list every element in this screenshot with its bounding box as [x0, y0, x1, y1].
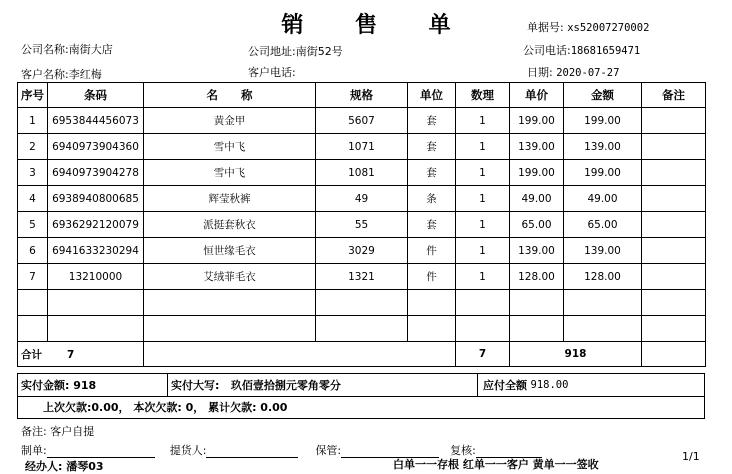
- table-row: [18, 134, 706, 160]
- cell-barcode: 6940973904278: [48, 160, 144, 186]
- cell-name: 雪中飞: [144, 134, 316, 160]
- cell-unit: 件: [408, 264, 456, 290]
- doc-number-label: 单据号:: [527, 21, 564, 34]
- cell-no: 2: [18, 134, 48, 160]
- total-amount: 918: [510, 342, 642, 367]
- remark-value: 客户自提: [50, 425, 95, 438]
- amount-due-label: 应付全额: [483, 379, 527, 392]
- cell-name: 雪中飞: [144, 160, 316, 186]
- total-count: 7: [67, 348, 75, 361]
- cell-amount: 199.00: [564, 160, 642, 186]
- total-qty: 7: [456, 342, 510, 367]
- cell-spec: 55: [316, 212, 408, 238]
- customer-name-label: 客户名称:: [21, 68, 69, 81]
- cell-unit: 套: [408, 134, 456, 160]
- doc-date: [527, 64, 619, 80]
- customer-name: [21, 66, 102, 82]
- company-name-label: 公司名称:: [21, 43, 69, 56]
- sales-table: [17, 82, 706, 367]
- cell-name: 黄金甲: [144, 108, 316, 134]
- customer-phone: [248, 64, 296, 80]
- cell-amount: 139.00: [564, 134, 642, 160]
- cell-spec: 1071: [316, 134, 408, 160]
- col-header-note: 备注: [642, 83, 706, 108]
- cell-spec: 49: [316, 186, 408, 212]
- cell-amount: 139.00: [564, 238, 642, 264]
- cell-qty: 1: [456, 238, 510, 264]
- cell-barcode: 13210000: [48, 264, 144, 290]
- paid-amount-label: 实付金额:: [21, 379, 70, 392]
- cell-price: 49.00: [510, 186, 564, 212]
- cell-no: 5: [18, 212, 48, 238]
- cell-price: 199.00: [510, 108, 564, 134]
- cell-unit: 套: [408, 212, 456, 238]
- cell-price: 139.00: [510, 238, 564, 264]
- company-name: [21, 41, 113, 57]
- cell-unit: 套: [408, 160, 456, 186]
- customer-name-value: 李红梅: [68, 68, 102, 81]
- remark: [21, 423, 94, 439]
- cell-unit: 条: [408, 186, 456, 212]
- cell-no: 7: [18, 264, 48, 290]
- paid-in-words-label: 实付大写:: [171, 379, 220, 392]
- company-address: [248, 43, 343, 59]
- col-header-unit: 单位: [408, 83, 456, 108]
- cell-no: 4: [18, 186, 48, 212]
- table-row: [18, 108, 706, 134]
- handler-value: 潘琴03: [66, 460, 104, 473]
- cell-spec: 1321: [316, 264, 408, 290]
- doc-number-value: xs52007270002: [567, 22, 650, 34]
- cell-barcode: 6941633230294: [48, 238, 144, 264]
- cell-qty: 1: [456, 212, 510, 238]
- picker-label: 提货人:: [169, 444, 207, 457]
- cell-unit: 件: [408, 238, 456, 264]
- cell-qty: 1: [456, 264, 510, 290]
- cell-qty: 1: [456, 160, 510, 186]
- col-header-amount: 金额: [564, 83, 642, 108]
- cell-note: [642, 186, 706, 212]
- doc-number: [527, 19, 649, 35]
- cell-price: 65.00: [510, 212, 564, 238]
- table-total-row: [18, 342, 706, 367]
- arrears-row: [17, 396, 705, 419]
- col-header-qty: 数理: [456, 83, 510, 108]
- cell-name: 辉莹秋裤: [144, 186, 316, 212]
- page-number: 1/1: [682, 450, 700, 463]
- cell-qty: 1: [456, 108, 510, 134]
- cell-qty: 1: [456, 186, 510, 212]
- cell-barcode: 6936292120079: [48, 212, 144, 238]
- cell-note: [642, 108, 706, 134]
- cell-note: [642, 134, 706, 160]
- cell-note: [642, 238, 706, 264]
- col-header-price: 单价: [510, 83, 564, 108]
- total-cell: [18, 342, 144, 367]
- cell-barcode: 6953844456073: [48, 108, 144, 134]
- col-header-spec: 规格: [316, 83, 408, 108]
- cell-barcode: 6940973904360: [48, 134, 144, 160]
- company-address-value: 南街52号: [295, 45, 343, 58]
- company-phone: [523, 42, 640, 58]
- keeper-label: 保管:: [315, 444, 342, 457]
- cell-note: [642, 160, 706, 186]
- table-row: [18, 212, 706, 238]
- col-header-barcode: 条码: [48, 83, 144, 108]
- cell-price: 128.00: [510, 264, 564, 290]
- customer-phone-label: 客户电话:: [248, 66, 296, 79]
- col-header-no: 序号: [18, 83, 48, 108]
- cell-price: 199.00: [510, 160, 564, 186]
- paid-in-words: [168, 374, 478, 396]
- doc-date-label: 日期:: [527, 66, 553, 79]
- cell-note: [642, 264, 706, 290]
- cell-amount: 199.00: [564, 108, 642, 134]
- company-phone-value: 18681659471: [570, 45, 641, 57]
- arrears-text: 上次欠款:0.00， 本次欠款: 0， 累计欠款: 0.00: [43, 401, 288, 414]
- table-row-empty: [18, 290, 706, 316]
- company-phone-label: 公司电话:: [523, 44, 571, 57]
- doc-date-value: 2020-07-27: [556, 67, 620, 79]
- cell-qty: 1: [456, 134, 510, 160]
- cell-note: [642, 212, 706, 238]
- cell-unit: 套: [408, 108, 456, 134]
- table-row: [18, 160, 706, 186]
- table-row: [18, 264, 706, 290]
- cell-amount: 65.00: [564, 212, 642, 238]
- amount-due: [478, 374, 704, 396]
- document-title: 销 售 单: [281, 13, 473, 38]
- cell-no: 1: [18, 108, 48, 134]
- cell-spec: 1081: [316, 160, 408, 186]
- cell-name: 艾绒菲毛衣: [144, 264, 316, 290]
- remark-label: 备注:: [21, 425, 47, 438]
- cell-name: 派挺套秋衣: [144, 212, 316, 238]
- paid-amount-value: 918: [73, 378, 97, 392]
- cell-no: 6: [18, 238, 48, 264]
- cell-barcode: 6938940800685: [48, 186, 144, 212]
- table-row: [18, 238, 706, 264]
- table-row: [18, 186, 706, 212]
- cell-price: 139.00: [510, 134, 564, 160]
- handler: [25, 458, 104, 474]
- payment-row: [17, 373, 705, 397]
- total-label: 合计: [21, 348, 42, 361]
- cell-name: 恒世缘毛衣: [144, 238, 316, 264]
- amount-due-value: 918.00: [530, 379, 569, 391]
- company-name-value: 南街大店: [68, 43, 113, 56]
- table-row-empty: [18, 316, 706, 342]
- table-header-row: [18, 83, 706, 108]
- picker-line: [206, 457, 298, 458]
- cell-amount: 49.00: [564, 186, 642, 212]
- cell-spec: 3029: [316, 238, 408, 264]
- maker-label: 制单:: [21, 444, 47, 457]
- cell-amount: 128.00: [564, 264, 642, 290]
- handler-label: 经办人:: [25, 460, 63, 473]
- col-header-name: 名 称: [144, 83, 316, 108]
- copies-note: 白单一一存根 红单一一客户 黄单一一签收: [393, 458, 599, 471]
- paid-in-words-value: 玖佰壹拾捌元零角零分: [230, 379, 341, 392]
- company-address-label: 公司地址:: [248, 45, 296, 58]
- cell-spec: 5607: [316, 108, 408, 134]
- paid-amount: [18, 374, 168, 396]
- checker-label: 复核:: [450, 444, 476, 457]
- cell-no: 3: [18, 160, 48, 186]
